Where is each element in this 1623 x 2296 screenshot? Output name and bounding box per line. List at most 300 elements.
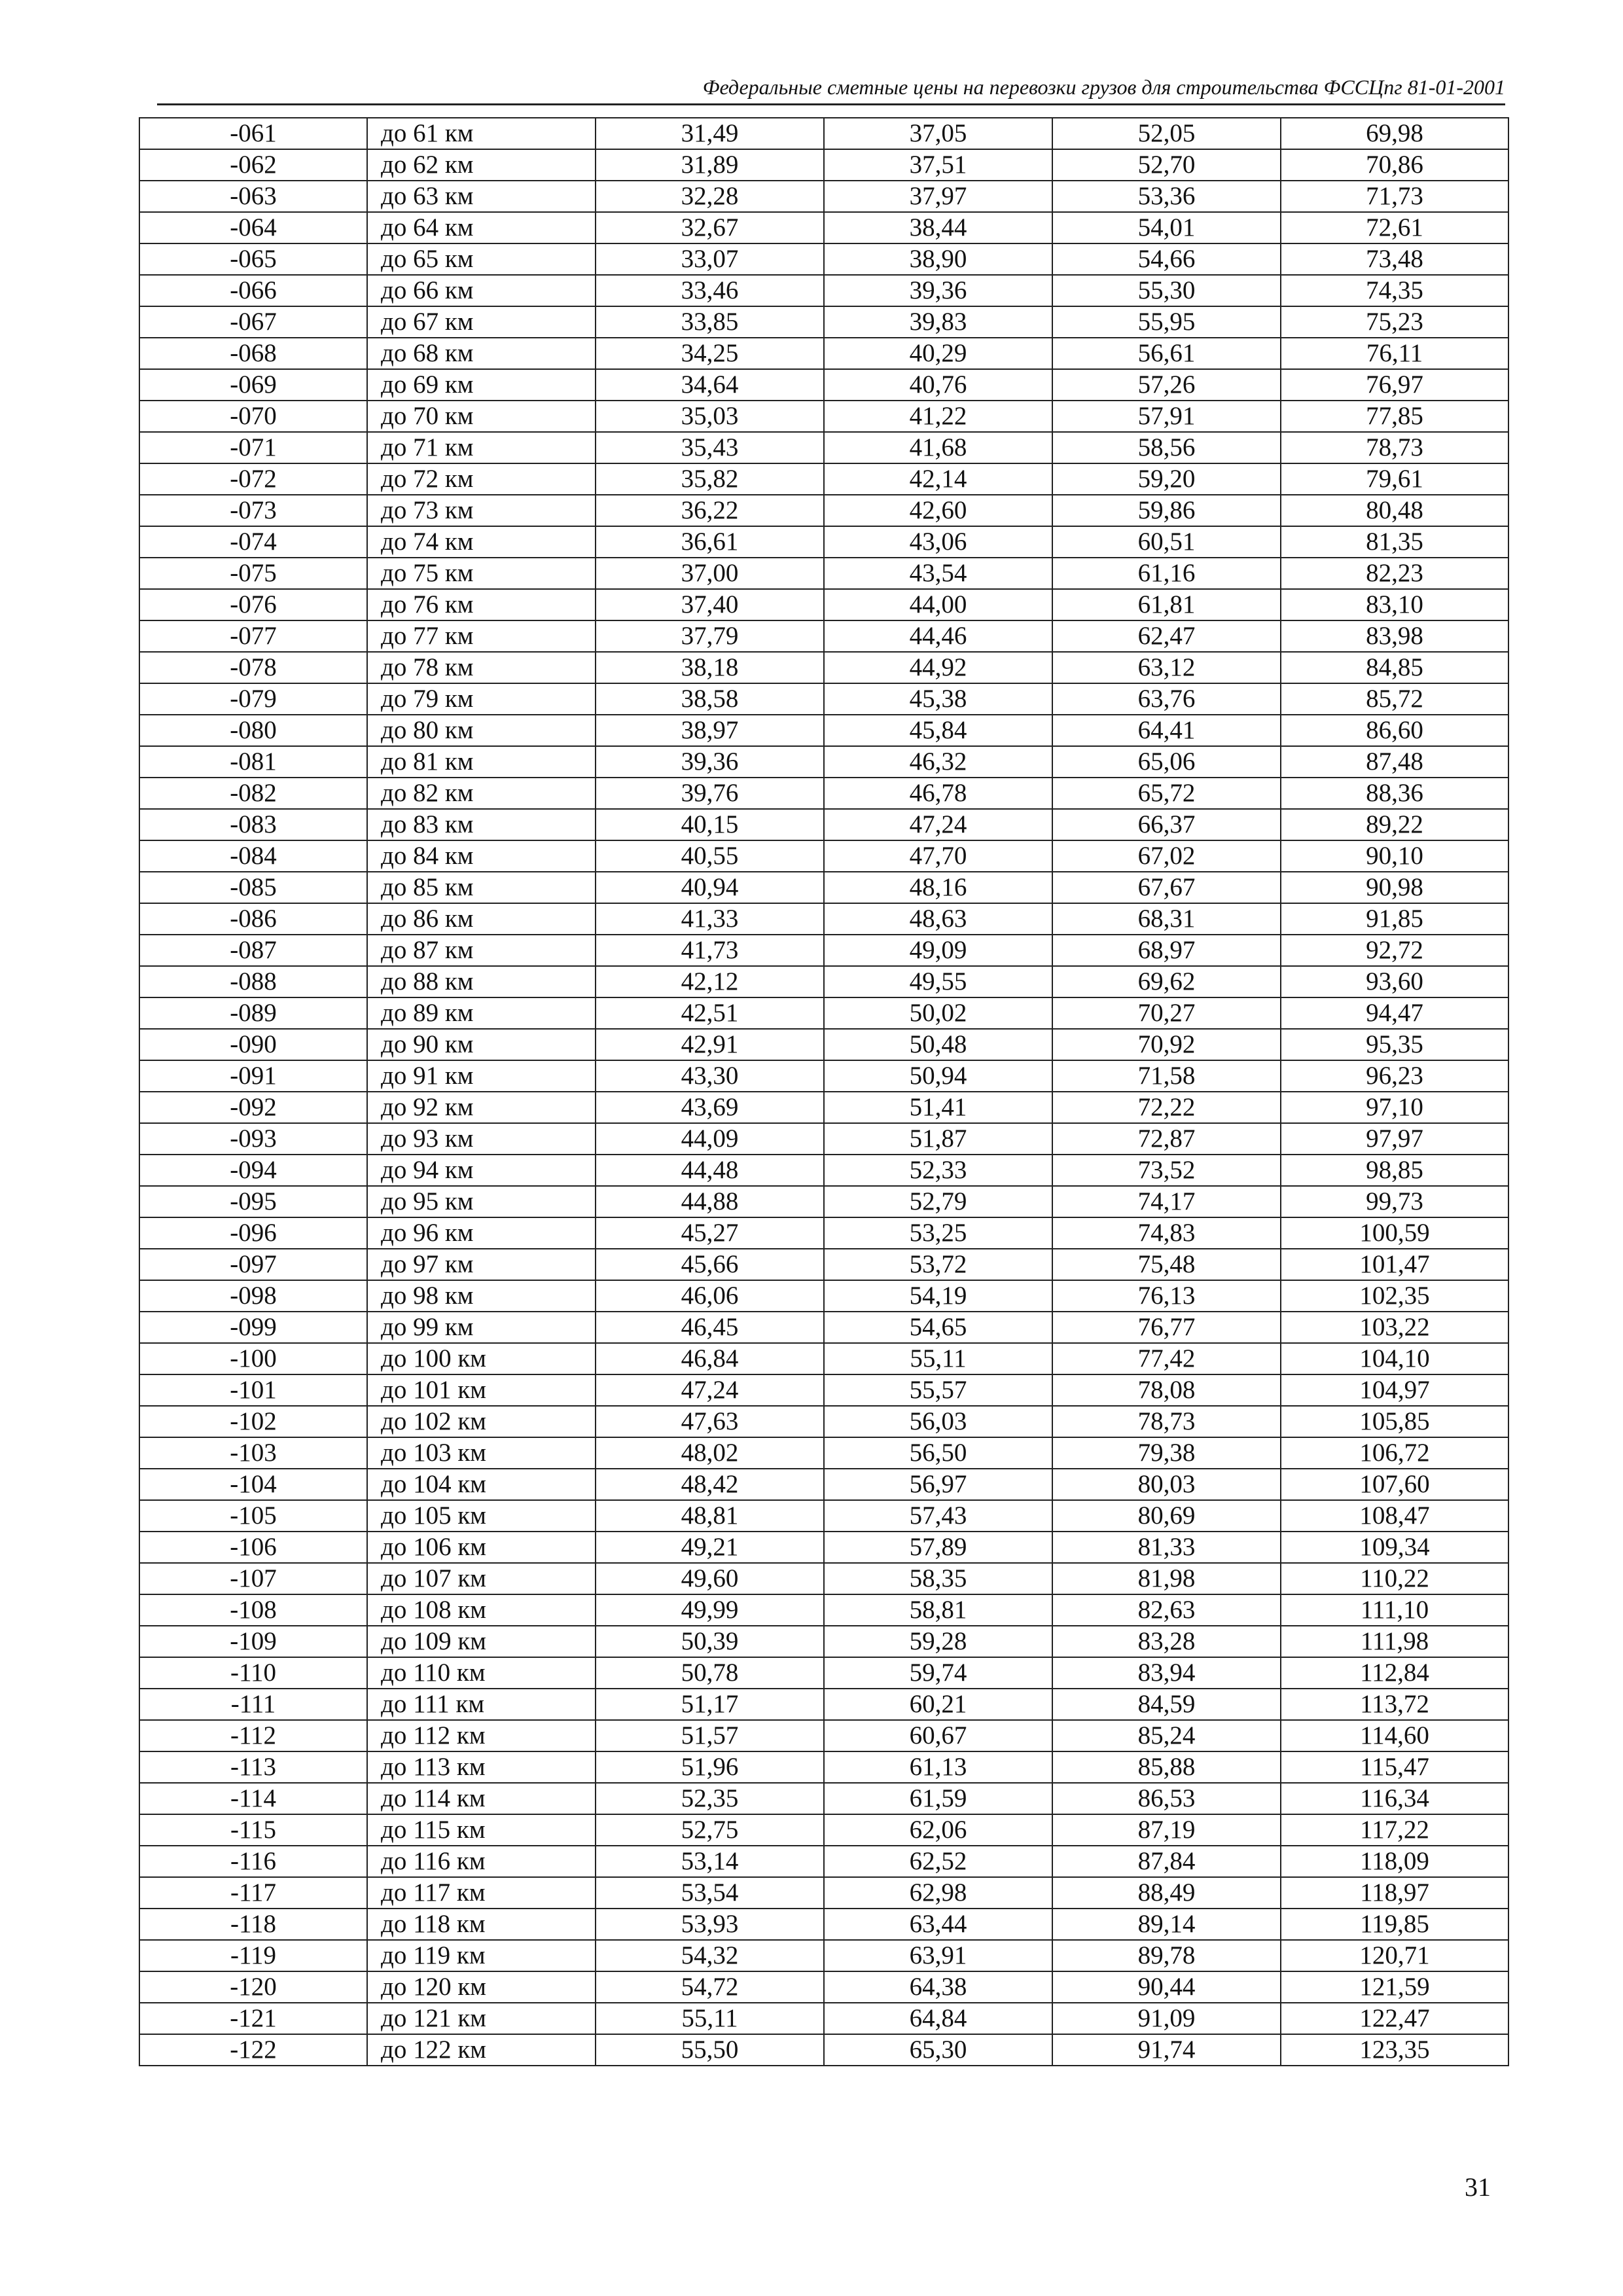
cell-price-3: 73,52 — [1052, 1155, 1281, 1186]
cell-price-3: 87,84 — [1052, 1846, 1281, 1877]
table-row — [139, 338, 1508, 369]
cell-price-2: 63,91 — [824, 1940, 1052, 1971]
cell-price-2: 44,46 — [824, 620, 1052, 652]
cell-price-2: 45,84 — [824, 715, 1052, 746]
cell-price-3: 91,74 — [1052, 2034, 1281, 2066]
table-row — [139, 1155, 1508, 1186]
cell-price-2: 59,74 — [824, 1657, 1052, 1689]
cell-price-4: 73,48 — [1281, 243, 1508, 275]
cell-code: -102 — [139, 1406, 367, 1437]
cell-distance: до 84 км — [367, 840, 596, 872]
table-row — [139, 1626, 1508, 1657]
cell-price-2: 50,94 — [824, 1060, 1052, 1092]
cell-price-2: 49,55 — [824, 966, 1052, 997]
cell-price-4: 118,97 — [1281, 1877, 1508, 1909]
rates-table-body — [139, 118, 1508, 2066]
cell-price-1: 38,18 — [596, 652, 824, 683]
cell-price-2: 49,09 — [824, 935, 1052, 966]
cell-code: -091 — [139, 1060, 367, 1092]
cell-distance: до 70 км — [367, 401, 596, 432]
cell-code: -117 — [139, 1877, 367, 1909]
cell-code: -068 — [139, 338, 367, 369]
table-row — [139, 1909, 1508, 1940]
cell-price-4: 97,10 — [1281, 1092, 1508, 1123]
cell-price-4: 88,36 — [1281, 778, 1508, 809]
cell-price-3: 76,13 — [1052, 1280, 1281, 1312]
cell-price-4: 108,47 — [1281, 1500, 1508, 1532]
cell-price-1: 40,15 — [596, 809, 824, 840]
cell-price-2: 51,87 — [824, 1123, 1052, 1155]
cell-price-4: 83,98 — [1281, 620, 1508, 652]
cell-price-4: 114,60 — [1281, 1720, 1508, 1751]
cell-price-4: 82,23 — [1281, 558, 1508, 589]
cell-code: -112 — [139, 1720, 367, 1751]
cell-distance: до 103 км — [367, 1437, 596, 1469]
cell-price-2: 44,00 — [824, 589, 1052, 620]
table-row — [139, 778, 1508, 809]
cell-price-3: 74,17 — [1052, 1186, 1281, 1217]
cell-price-2: 57,43 — [824, 1500, 1052, 1532]
cell-price-3: 74,83 — [1052, 1217, 1281, 1249]
cell-code: -116 — [139, 1846, 367, 1877]
cell-code: -090 — [139, 1029, 367, 1060]
cell-distance: до 94 км — [367, 1155, 596, 1186]
cell-distance: до 88 км — [367, 966, 596, 997]
cell-price-1: 44,88 — [596, 1186, 824, 1217]
cell-price-1: 40,55 — [596, 840, 824, 872]
cell-price-3: 58,56 — [1052, 432, 1281, 463]
cell-distance: до 76 км — [367, 589, 596, 620]
cell-price-1: 51,57 — [596, 1720, 824, 1751]
table-row — [139, 683, 1508, 715]
cell-price-3: 68,31 — [1052, 903, 1281, 935]
table-row — [139, 2034, 1508, 2066]
table-row — [139, 715, 1508, 746]
cell-code: -066 — [139, 275, 367, 306]
cell-price-2: 39,36 — [824, 275, 1052, 306]
cell-price-1: 47,24 — [596, 1374, 824, 1406]
cell-code: -114 — [139, 1783, 367, 1814]
cell-price-1: 54,32 — [596, 1940, 824, 1971]
cell-price-1: 46,84 — [596, 1343, 824, 1374]
cell-price-3: 69,62 — [1052, 966, 1281, 997]
cell-distance: до 82 км — [367, 778, 596, 809]
cell-price-1: 31,49 — [596, 118, 824, 149]
cell-price-4: 94,47 — [1281, 997, 1508, 1029]
table-row — [139, 1940, 1508, 1971]
cell-price-1: 37,40 — [596, 589, 824, 620]
cell-price-1: 49,21 — [596, 1532, 824, 1563]
cell-price-2: 53,25 — [824, 1217, 1052, 1249]
table-row — [139, 872, 1508, 903]
table-row — [139, 1469, 1508, 1500]
cell-distance: до 97 км — [367, 1249, 596, 1280]
cell-price-3: 64,41 — [1052, 715, 1281, 746]
cell-price-4: 115,47 — [1281, 1751, 1508, 1783]
cell-distance: до 61 км — [367, 118, 596, 149]
cell-price-1: 55,11 — [596, 2003, 824, 2034]
table-row — [139, 1186, 1508, 1217]
cell-code: -067 — [139, 306, 367, 338]
cell-code: -089 — [139, 997, 367, 1029]
cell-price-2: 62,52 — [824, 1846, 1052, 1877]
cell-distance: до 65 км — [367, 243, 596, 275]
cell-price-3: 66,37 — [1052, 809, 1281, 840]
cell-distance: до 90 км — [367, 1029, 596, 1060]
cell-price-1: 48,02 — [596, 1437, 824, 1469]
cell-price-1: 53,14 — [596, 1846, 824, 1877]
cell-price-2: 46,78 — [824, 778, 1052, 809]
cell-price-1: 48,42 — [596, 1469, 824, 1500]
cell-distance: до 78 км — [367, 652, 596, 683]
cell-price-2: 57,89 — [824, 1532, 1052, 1563]
cell-price-2: 64,84 — [824, 2003, 1052, 2034]
cell-code: -113 — [139, 1751, 367, 1783]
table-row — [139, 1123, 1508, 1155]
cell-price-2: 37,97 — [824, 181, 1052, 212]
cell-price-3: 75,48 — [1052, 1249, 1281, 1280]
table-row — [139, 1249, 1508, 1280]
cell-price-3: 59,86 — [1052, 495, 1281, 526]
cell-price-4: 91,85 — [1281, 903, 1508, 935]
cell-price-3: 61,16 — [1052, 558, 1281, 589]
cell-price-2: 55,57 — [824, 1374, 1052, 1406]
table-row — [139, 432, 1508, 463]
table-row — [139, 620, 1508, 652]
cell-price-4: 96,23 — [1281, 1060, 1508, 1092]
cell-distance: до 117 км — [367, 1877, 596, 1909]
cell-distance: до 63 км — [367, 181, 596, 212]
cell-price-3: 85,88 — [1052, 1751, 1281, 1783]
cell-price-3: 83,94 — [1052, 1657, 1281, 1689]
cell-code: -103 — [139, 1437, 367, 1469]
cell-distance: до 111 км — [367, 1689, 596, 1720]
cell-price-2: 45,38 — [824, 683, 1052, 715]
cell-distance: до 89 км — [367, 997, 596, 1029]
cell-distance: до 102 км — [367, 1406, 596, 1437]
table-row — [139, 1877, 1508, 1909]
table-row — [139, 1971, 1508, 2003]
table-row — [139, 997, 1508, 1029]
cell-code: -078 — [139, 652, 367, 683]
cell-code: -098 — [139, 1280, 367, 1312]
cell-distance: до 116 км — [367, 1846, 596, 1877]
cell-price-4: 83,10 — [1281, 589, 1508, 620]
cell-code: -072 — [139, 463, 367, 495]
cell-price-1: 42,12 — [596, 966, 824, 997]
cell-code: -096 — [139, 1217, 367, 1249]
cell-distance: до 105 км — [367, 1500, 596, 1532]
cell-price-2: 51,41 — [824, 1092, 1052, 1123]
cell-code: -081 — [139, 746, 367, 778]
cell-code: -101 — [139, 1374, 367, 1406]
cell-price-1: 36,22 — [596, 495, 824, 526]
cell-price-3: 89,14 — [1052, 1909, 1281, 1940]
cell-price-4: 118,09 — [1281, 1846, 1508, 1877]
cell-code: -100 — [139, 1343, 367, 1374]
cell-price-2: 63,44 — [824, 1909, 1052, 1940]
cell-price-3: 86,53 — [1052, 1783, 1281, 1814]
table-row — [139, 463, 1508, 495]
cell-price-2: 43,54 — [824, 558, 1052, 589]
table-row — [139, 1092, 1508, 1123]
page-number: 31 — [1465, 2172, 1491, 2202]
cell-price-2: 56,97 — [824, 1469, 1052, 1500]
cell-price-4: 116,34 — [1281, 1783, 1508, 1814]
cell-price-4: 98,85 — [1281, 1155, 1508, 1186]
cell-price-2: 58,81 — [824, 1594, 1052, 1626]
cell-price-1: 38,97 — [596, 715, 824, 746]
page-header — [157, 73, 1505, 105]
cell-price-3: 79,38 — [1052, 1437, 1281, 1469]
table-row — [139, 401, 1508, 432]
cell-price-1: 46,45 — [596, 1312, 824, 1343]
cell-price-1: 51,17 — [596, 1689, 824, 1720]
cell-code: -074 — [139, 526, 367, 558]
cell-price-2: 52,33 — [824, 1155, 1052, 1186]
cell-code: -065 — [139, 243, 367, 275]
cell-price-3: 65,72 — [1052, 778, 1281, 809]
cell-price-4: 80,48 — [1281, 495, 1508, 526]
cell-code: -119 — [139, 1940, 367, 1971]
cell-distance: до 64 км — [367, 212, 596, 243]
cell-price-4: 111,10 — [1281, 1594, 1508, 1626]
cell-price-3: 87,19 — [1052, 1814, 1281, 1846]
cell-price-2: 54,65 — [824, 1312, 1052, 1343]
table-row — [139, 589, 1508, 620]
table-row — [139, 212, 1508, 243]
cell-distance: до 95 км — [367, 1186, 596, 1217]
cell-price-1: 49,60 — [596, 1563, 824, 1594]
cell-price-1: 35,43 — [596, 432, 824, 463]
cell-price-1: 44,48 — [596, 1155, 824, 1186]
cell-price-3: 57,26 — [1052, 369, 1281, 401]
cell-price-1: 49,99 — [596, 1594, 824, 1626]
cell-code: -111 — [139, 1689, 367, 1720]
cell-distance: до 104 км — [367, 1469, 596, 1500]
cell-price-2: 56,03 — [824, 1406, 1052, 1437]
cell-price-1: 47,63 — [596, 1406, 824, 1437]
cell-price-4: 74,35 — [1281, 275, 1508, 306]
cell-distance: до 68 км — [367, 338, 596, 369]
cell-price-1: 31,89 — [596, 149, 824, 181]
cell-price-3: 67,67 — [1052, 872, 1281, 903]
table-row — [139, 558, 1508, 589]
cell-price-3: 70,92 — [1052, 1029, 1281, 1060]
cell-price-3: 61,81 — [1052, 589, 1281, 620]
cell-code: -064 — [139, 212, 367, 243]
cell-code: -075 — [139, 558, 367, 589]
cell-price-2: 43,06 — [824, 526, 1052, 558]
cell-price-3: 84,59 — [1052, 1689, 1281, 1720]
cell-price-1: 53,54 — [596, 1877, 824, 1909]
cell-distance: до 107 км — [367, 1563, 596, 1594]
cell-price-2: 62,98 — [824, 1877, 1052, 1909]
cell-code: -107 — [139, 1563, 367, 1594]
cell-price-3: 91,09 — [1052, 2003, 1281, 2034]
cell-code: -077 — [139, 620, 367, 652]
cell-price-4: 120,71 — [1281, 1940, 1508, 1971]
cell-price-2: 61,13 — [824, 1751, 1052, 1783]
cell-distance: до 119 км — [367, 1940, 596, 1971]
cell-price-2: 46,32 — [824, 746, 1052, 778]
table-row — [139, 118, 1508, 149]
cell-distance: до 74 км — [367, 526, 596, 558]
cell-price-3: 52,05 — [1052, 118, 1281, 149]
cell-price-4: 104,97 — [1281, 1374, 1508, 1406]
cell-price-1: 52,75 — [596, 1814, 824, 1846]
cell-price-3: 72,22 — [1052, 1092, 1281, 1123]
table-row — [139, 243, 1508, 275]
table-row — [139, 1814, 1508, 1846]
cell-code: -092 — [139, 1092, 367, 1123]
cell-price-3: 67,02 — [1052, 840, 1281, 872]
cell-price-2: 61,59 — [824, 1783, 1052, 1814]
cell-distance: до 106 км — [367, 1532, 596, 1563]
cell-code: -104 — [139, 1469, 367, 1500]
cell-price-1: 44,09 — [596, 1123, 824, 1155]
cell-price-4: 87,48 — [1281, 746, 1508, 778]
cell-code: -082 — [139, 778, 367, 809]
cell-distance: до 83 км — [367, 809, 596, 840]
cell-code: -088 — [139, 966, 367, 997]
cell-price-4: 105,85 — [1281, 1406, 1508, 1437]
cell-code: -076 — [139, 589, 367, 620]
cell-price-2: 47,24 — [824, 809, 1052, 840]
cell-price-1: 42,91 — [596, 1029, 824, 1060]
cell-code: -105 — [139, 1500, 367, 1532]
cell-price-2: 64,38 — [824, 1971, 1052, 2003]
cell-price-4: 79,61 — [1281, 463, 1508, 495]
cell-code: -079 — [139, 683, 367, 715]
cell-price-4: 111,98 — [1281, 1626, 1508, 1657]
cell-price-4: 93,60 — [1281, 966, 1508, 997]
cell-price-3: 63,76 — [1052, 683, 1281, 715]
cell-price-3: 70,27 — [1052, 997, 1281, 1029]
cell-code: -093 — [139, 1123, 367, 1155]
cell-price-3: 55,95 — [1052, 306, 1281, 338]
cell-price-1: 38,58 — [596, 683, 824, 715]
table-row — [139, 903, 1508, 935]
cell-price-2: 47,70 — [824, 840, 1052, 872]
cell-price-1: 51,96 — [596, 1751, 824, 1783]
cell-price-1: 55,50 — [596, 2034, 824, 2066]
cell-price-1: 35,03 — [596, 401, 824, 432]
cell-price-2: 55,11 — [824, 1343, 1052, 1374]
cell-price-4: 86,60 — [1281, 715, 1508, 746]
cell-code: -115 — [139, 1814, 367, 1846]
cell-price-2: 41,68 — [824, 432, 1052, 463]
cell-price-4: 99,73 — [1281, 1186, 1508, 1217]
cell-distance: до 80 км — [367, 715, 596, 746]
cell-price-1: 52,35 — [596, 1783, 824, 1814]
cell-price-4: 78,73 — [1281, 432, 1508, 463]
cell-code: -118 — [139, 1909, 367, 1940]
cell-price-4: 92,72 — [1281, 935, 1508, 966]
cell-price-4: 71,73 — [1281, 181, 1508, 212]
cell-price-3: 80,03 — [1052, 1469, 1281, 1500]
cell-code: -073 — [139, 495, 367, 526]
cell-price-3: 71,58 — [1052, 1060, 1281, 1092]
table-row — [139, 275, 1508, 306]
cell-distance: до 114 км — [367, 1783, 596, 1814]
cell-code: -086 — [139, 903, 367, 935]
cell-price-4: 76,97 — [1281, 369, 1508, 401]
cell-code: -071 — [139, 432, 367, 463]
cell-price-1: 32,28 — [596, 181, 824, 212]
cell-price-1: 34,25 — [596, 338, 824, 369]
cell-distance: до 98 км — [367, 1280, 596, 1312]
cell-distance: до 113 км — [367, 1751, 596, 1783]
table-row — [139, 935, 1508, 966]
cell-price-4: 119,85 — [1281, 1909, 1508, 1940]
table-row — [139, 1563, 1508, 1594]
cell-code: -097 — [139, 1249, 367, 1280]
cell-distance: до 92 км — [367, 1092, 596, 1123]
cell-price-3: 57,91 — [1052, 401, 1281, 432]
cell-price-1: 48,81 — [596, 1500, 824, 1532]
cell-price-1: 53,93 — [596, 1909, 824, 1940]
cell-distance: до 79 км — [367, 683, 596, 715]
table-row — [139, 1374, 1508, 1406]
cell-distance: до 72 км — [367, 463, 596, 495]
table-row — [139, 1060, 1508, 1092]
cell-price-2: 60,21 — [824, 1689, 1052, 1720]
cell-distance: до 121 км — [367, 2003, 596, 2034]
cell-price-1: 50,78 — [596, 1657, 824, 1689]
table-row — [139, 1783, 1508, 1814]
cell-price-2: 39,83 — [824, 306, 1052, 338]
table-row — [139, 1500, 1508, 1532]
cell-distance: до 81 км — [367, 746, 596, 778]
table-row — [139, 1029, 1508, 1060]
cell-price-4: 113,72 — [1281, 1689, 1508, 1720]
cell-distance: до 69 км — [367, 369, 596, 401]
cell-price-3: 76,77 — [1052, 1312, 1281, 1343]
cell-price-2: 37,05 — [824, 118, 1052, 149]
cell-price-2: 48,16 — [824, 872, 1052, 903]
cell-distance: до 96 км — [367, 1217, 596, 1249]
cell-price-4: 106,72 — [1281, 1437, 1508, 1469]
cell-price-1: 37,00 — [596, 558, 824, 589]
cell-price-2: 38,90 — [824, 243, 1052, 275]
cell-price-3: 83,28 — [1052, 1626, 1281, 1657]
cell-price-4: 85,72 — [1281, 683, 1508, 715]
cell-price-1: 45,27 — [596, 1217, 824, 1249]
cell-price-1: 34,64 — [596, 369, 824, 401]
table-row — [139, 1406, 1508, 1437]
cell-price-4: 101,47 — [1281, 1249, 1508, 1280]
cell-price-4: 110,22 — [1281, 1563, 1508, 1594]
cell-distance: до 71 км — [367, 432, 596, 463]
cell-distance: до 100 км — [367, 1343, 596, 1374]
cell-price-2: 62,06 — [824, 1814, 1052, 1846]
cell-price-4: 72,61 — [1281, 212, 1508, 243]
cell-price-4: 95,35 — [1281, 1029, 1508, 1060]
cell-code: -061 — [139, 118, 367, 149]
cell-price-2: 42,60 — [824, 495, 1052, 526]
cell-price-3: 78,73 — [1052, 1406, 1281, 1437]
cell-price-1: 46,06 — [596, 1280, 824, 1312]
table-row — [139, 2003, 1508, 2034]
cell-price-4: 107,60 — [1281, 1469, 1508, 1500]
cell-price-1: 54,72 — [596, 1971, 824, 2003]
cell-price-2: 52,79 — [824, 1186, 1052, 1217]
cell-code: -109 — [139, 1626, 367, 1657]
cell-price-1: 37,79 — [596, 620, 824, 652]
cell-price-4: 102,35 — [1281, 1280, 1508, 1312]
table-row — [139, 495, 1508, 526]
